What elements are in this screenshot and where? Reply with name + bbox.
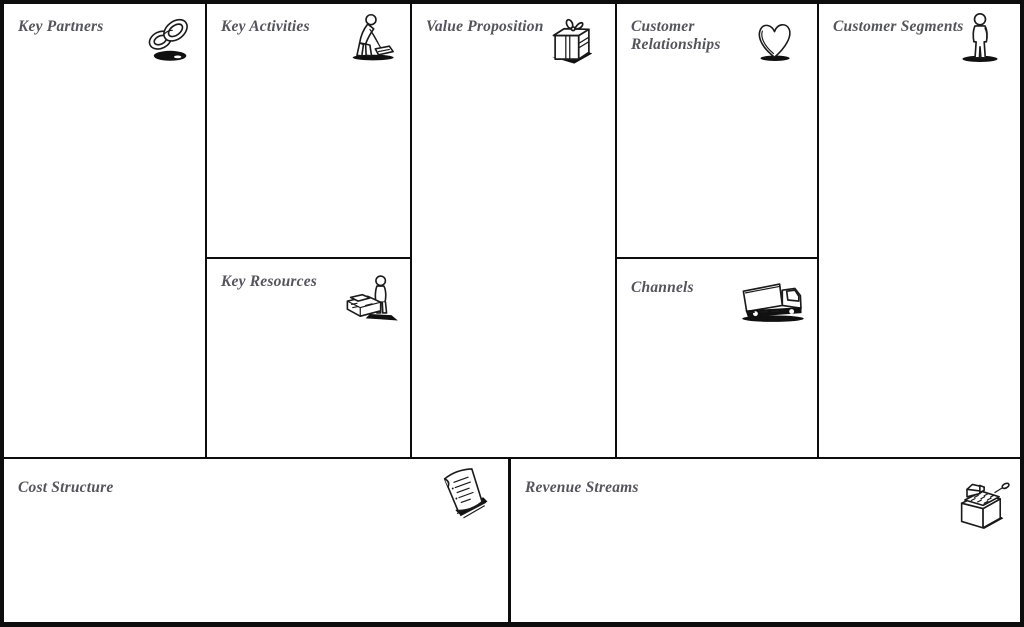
worker-pushing-icon <box>344 9 398 65</box>
block-revenue-streams <box>511 459 1020 622</box>
gift-box-icon <box>545 12 599 68</box>
block-label: Customer Relationships <box>631 18 721 54</box>
block-label: Customer Segments <box>833 18 964 35</box>
block-label: Key Activities <box>221 18 310 35</box>
person-with-boxes-icon <box>342 271 400 327</box>
block-label: Key Partners <box>18 18 104 35</box>
interlocked-rings-icon <box>143 13 195 65</box>
block-key-activities <box>207 4 410 257</box>
block-label: Value Proposition <box>426 18 544 35</box>
block-cost-structure <box>4 459 508 622</box>
invoice-document-icon <box>436 463 494 523</box>
delivery-truck-icon <box>739 273 807 327</box>
cash-register-icon <box>952 467 1012 533</box>
block-customer-segments <box>819 4 1020 457</box>
block-channels <box>617 259 817 457</box>
block-value-proposition <box>412 4 615 457</box>
block-key-resources <box>207 259 410 457</box>
block-key-partners <box>4 4 205 457</box>
block-label: Cost Structure <box>18 479 114 496</box>
heart-icon <box>749 14 799 66</box>
standing-person-icon <box>958 9 1002 67</box>
block-label: Channels <box>631 279 694 296</box>
block-customer-relationships <box>617 4 817 257</box>
block-label: Revenue Streams <box>525 479 639 496</box>
block-label: Key Resources <box>221 273 318 290</box>
